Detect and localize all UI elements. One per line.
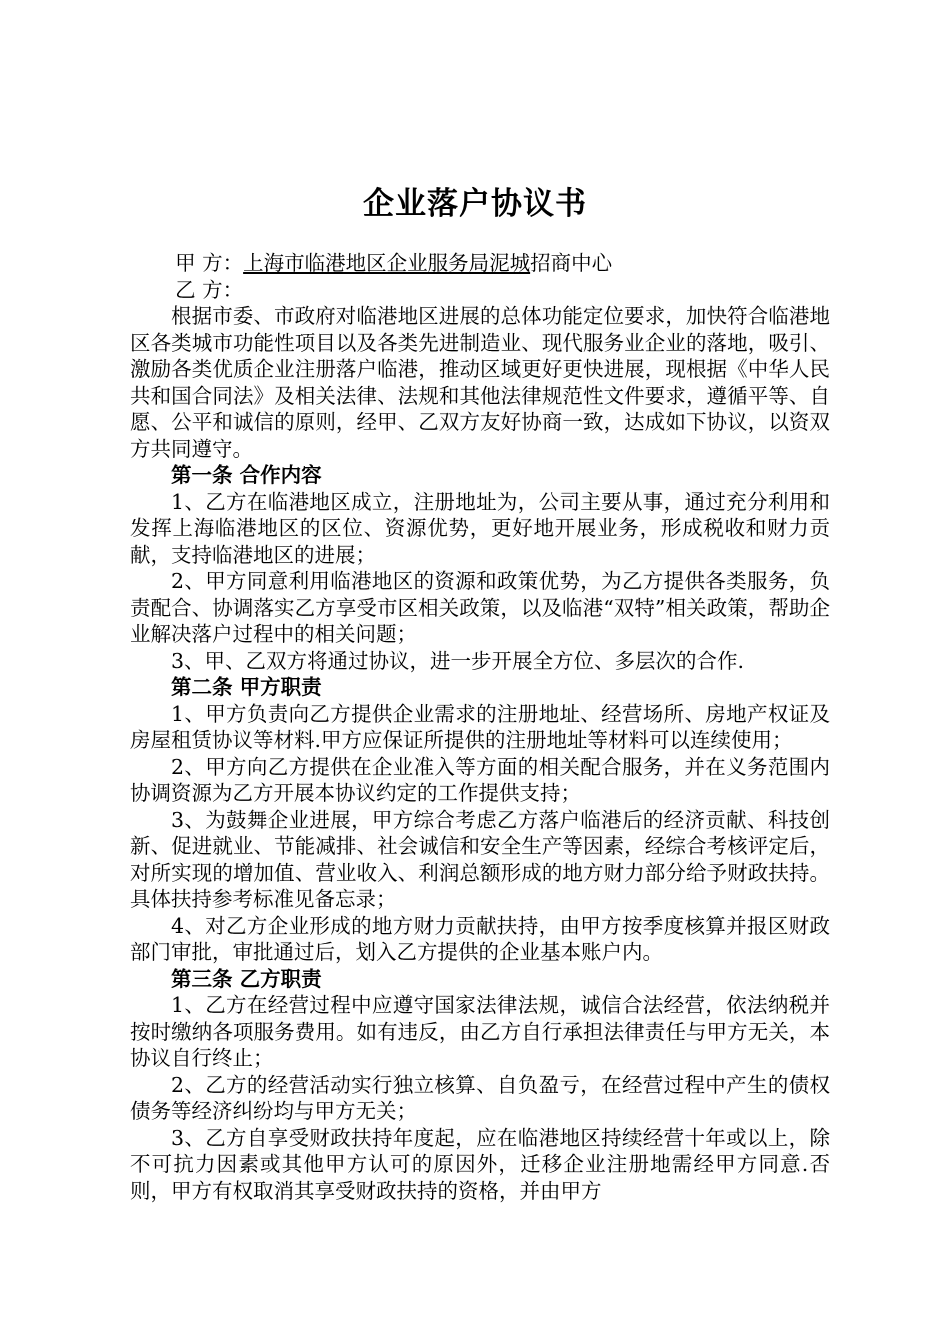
article-1-item: 1、乙方在临港地区成立，注册地址为，公司主要从事，通过充分利用和发挥上海临港地区的区位、资源优势，更好地开展业务，形成税收和财力贡献，支持临港地区的进展； <box>130 489 830 567</box>
party-a-line <box>130 250 830 277</box>
article-3-heading: 第三条 乙方职责 <box>171 966 322 991</box>
party-b-label: 乙 方： <box>175 277 244 302</box>
party-b-line <box>130 277 830 304</box>
party-a-label: 甲 方： <box>175 251 244 275</box>
article-1-heading: 第一条 合作内容 <box>171 463 322 487</box>
article-2-item: 4、对乙方企业形成的地方财力贡献扶持，由甲方按季度核算并报区财政部门审批，审批通过后，划入乙方提供的企业基本账户内。 <box>130 913 830 964</box>
party-a-name: 上海市临港地区企业服务局泥城 <box>243 251 531 275</box>
article-2-item: 1、甲方负责向乙方提供企业需求的注册地址、经营场所、房地产权证及房屋租赁协议等材料.甲方应保证所提供的注册地址等材料可以连续使用； <box>130 701 830 752</box>
article-3-item: 3、乙方自享受财政扶持年度起，应在临港地区持续经营十年或以上，除不可抗力因素或其他甲方认可的原因外，迁移企业注册地需经甲方同意.否则，甲方有权取消其享受财政扶持的资格，并由甲方 <box>130 1125 830 1203</box>
document-body <box>130 250 830 1204</box>
article-2-heading: 第二条 甲方职责 <box>171 675 322 699</box>
article-2-item: 3、为鼓舞企业进展，甲方综合考虑乙方落户临港后的经济贡献、科技创新、促进就业、节能减排、社会诚信和安全生产等因素，经综合考核评定后，对所实现的增加值、营业收入、利润总额形成的地方财力部分给予财政扶持。具体扶持参考标准见备忘录； <box>130 807 830 911</box>
party-a-name-rest: 招商中心 <box>530 251 613 275</box>
article-3-item: 1、乙方在经营过程中应遵守国家法律法规，诚信合法经营，依法纳税并按时缴纳各项服务费用。如有违反，由乙方自行承担法律责任与甲方无关，本协议自行终止； <box>130 993 830 1070</box>
article-3-item: 2、乙方的经营活动实行独立核算、自负盈亏，在经营过程中产生的债权债务等经济纠纷均与甲方无关； <box>130 1072 830 1123</box>
article-2-item: 2、甲方向乙方提供在企业准入等方面的相关配合服务，并在义务范围内协调资源为乙方开展本协议约定的工作提供支持； <box>130 754 830 805</box>
article-1-item: 2、甲方同意利用临港地区的资源和政策优势，为乙方提供各类服务，负责配合、协调落实乙方享受市区相关政策，以及临港“双特”相关政策，帮助企业解决落户过程中的相关问题； <box>130 569 830 646</box>
article-1-item: 3、甲、乙双方将通过协议，进一步开展全方位、多层次的合作. <box>171 648 745 673</box>
document-title: 企业落户协议书 <box>363 186 587 222</box>
intro-paragraph: 根据市委、市政府对临港地区进展的总体功能定位要求，加快符合临港地区各类城市功能性项目以及各类先进制造业、现代服务业企业的落地，吸引、激励各类优质企业注册落户临港，推动区域更好更快进展，现根据《中华人民共和国合同法》及相关法律、法规和其他法律规范性文件要求，遵循平等、自愿、公平和诚信的原则，经甲、乙双方友好协商一致，达成如下协议，以资双方共同遵守。 <box>130 304 830 461</box>
